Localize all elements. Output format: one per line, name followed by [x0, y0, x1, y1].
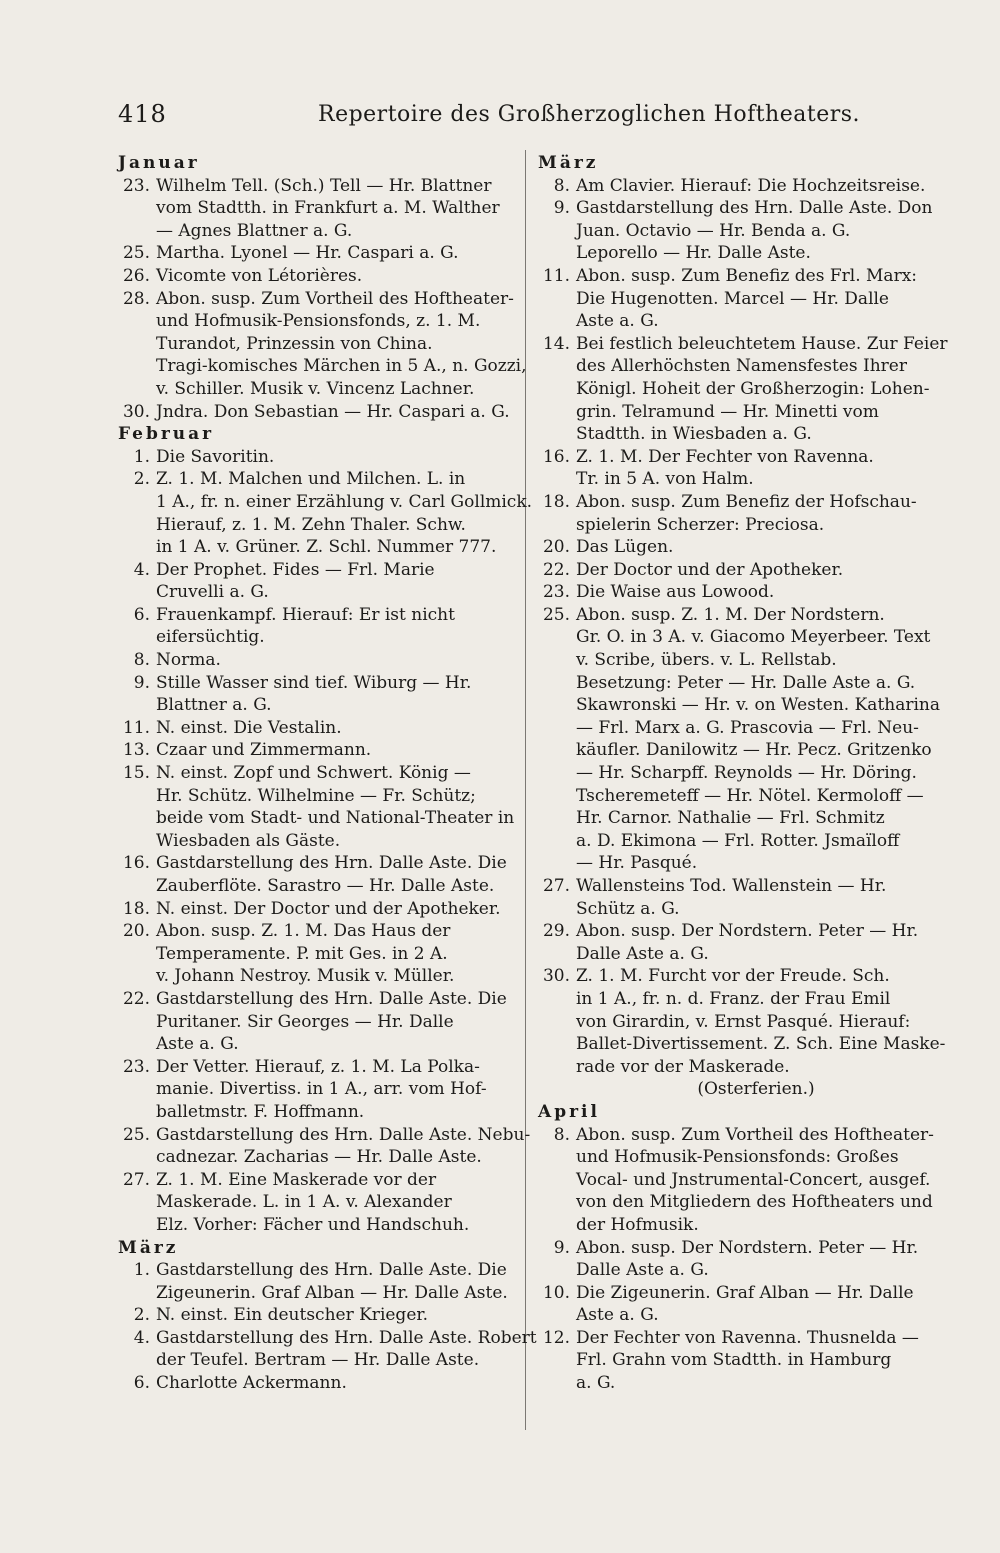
performance-entry: [538, 1124, 934, 1237]
entry-line: Die Savoritin.: [156, 446, 275, 467]
entry-line: Z. 1. M. Eine Maskerade vor der: [156, 1169, 437, 1190]
entry-text: [576, 581, 934, 604]
entry-text: [576, 536, 934, 559]
entry-text: [156, 1124, 530, 1169]
entry-line: Z. 1. M. Der Fechter von Ravenna.: [576, 446, 874, 467]
entry-line: Die Zigeunerin. Graf Alban — Hr. Dalle: [576, 1282, 914, 1303]
entry-line: Der Doctor und der Apotheker.: [576, 559, 844, 580]
entry-date: 18.: [542, 491, 570, 512]
entry-line: Blattner a. G.: [156, 695, 272, 716]
performance-entry: [118, 717, 518, 740]
entry-line: N. einst. Zopf und Schwert. König —: [156, 763, 471, 784]
entry-text: [576, 920, 934, 965]
performance-entry: [118, 559, 518, 604]
performance-entry: [118, 1124, 531, 1169]
entry-line: Maskerade. L. in 1 A. v. Alexander: [156, 1192, 452, 1213]
performance-entry: [118, 604, 518, 649]
entry-date: 11.: [542, 265, 570, 286]
entry-line: v. Schiller. Musik v. Vincenz Lachner.: [156, 378, 475, 399]
entry-line: Tr. in 5 A. von Halm.: [576, 469, 754, 490]
performance-entry: [538, 265, 934, 333]
section-note: (Osterferien.): [697, 1079, 815, 1100]
performance-entry: [538, 559, 934, 582]
entry-line: Gastdarstellung des Hrn. Dalle Aste. Don: [576, 198, 933, 219]
entry-line: der Teufel. Bertram — Hr. Dalle Aste.: [156, 1350, 480, 1371]
entry-date: 18.: [122, 898, 150, 919]
entry-text: [576, 333, 948, 446]
month-heading: April: [538, 1101, 600, 1122]
entry-line: Martha. Lyonel — Hr. Caspari a. G.: [156, 243, 459, 264]
entry-line: manie. Divertiss. in 1 A., arr. vom Hof-: [156, 1079, 487, 1100]
performance-entry: [538, 333, 948, 446]
entry-date: 29.: [542, 921, 570, 942]
entry-line: Abon. susp. Zum Benefiz der Hofschau-: [576, 491, 917, 512]
performance-entry: [118, 988, 518, 1056]
entry-line: Tscheremeteff — Hr. Nötel. Kermoloff —: [576, 785, 924, 806]
entry-line: Turandot, Prinzessin von China.: [156, 333, 433, 354]
entry-line: Der Vetter. Hierauf, z. 1. M. La Polka-: [156, 1056, 480, 1077]
entry-line: Der Prophet. Fides — Frl. Marie: [156, 559, 435, 580]
month-heading: Februar: [118, 424, 215, 445]
month-heading: März: [118, 1237, 179, 1258]
entry-line: in 1 A. v. Grüner. Z. Schl. Nummer 777.: [156, 537, 497, 558]
entry-line: Hr. Schütz. Wilhelmine — Fr. Schütz;: [156, 785, 476, 806]
entry-date: 6.: [133, 1373, 150, 1394]
entry-line: Zigeunerin. Graf Alban — Hr. Dalle Aste.: [156, 1282, 508, 1303]
entry-line: Charlotte Ackermann.: [156, 1373, 347, 1394]
entry-line: Wiesbaden als Gäste.: [156, 830, 341, 851]
entry-line: und Hofmusik-Pensionsfonds: Großes: [576, 1147, 899, 1168]
performance-entry: [538, 875, 934, 920]
entry-text: [156, 242, 518, 265]
performance-entry: [118, 288, 527, 401]
entry-line: Wilhelm Tell. (Sch.) Tell — Hr. Blattner: [156, 175, 492, 196]
entry-text: [576, 491, 934, 536]
entry-text: [156, 1169, 518, 1237]
entry-line: Czaar und Zimmermann.: [156, 740, 372, 761]
performance-entry: [118, 739, 518, 762]
entry-line: Vicomte von Létorières.: [156, 265, 363, 286]
entry-date: 10.: [542, 1282, 570, 1303]
entry-text: [576, 604, 940, 875]
entry-text: [576, 175, 934, 198]
performance-entry: [118, 1327, 537, 1372]
entry-date: 27.: [122, 1169, 150, 1190]
entry-date: 8.: [553, 175, 570, 196]
entry-line: Abon. susp. Zum Benefiz des Frl. Marx:: [576, 265, 918, 286]
entry-text: [576, 197, 934, 265]
entry-text: [156, 649, 518, 672]
performance-entry: [118, 401, 518, 424]
entry-date: 23.: [122, 1056, 150, 1077]
entry-date: 2.: [133, 1305, 150, 1326]
performance-entry: [538, 536, 934, 559]
entry-line: Frauenkampf. Hierauf: Er ist nicht: [156, 604, 455, 625]
entry-line: Abon. susp. Z. 1. M. Der Nordstern.: [576, 604, 885, 625]
entry-line: grin. Telramund — Hr. Minetti vom: [576, 401, 879, 422]
entry-text: [576, 559, 934, 582]
entry-date: 4.: [133, 1327, 150, 1348]
entry-text: [576, 1327, 934, 1395]
entry-line: käufler. Danilowitz — Hr. Pecz. Gritzenko: [576, 740, 932, 761]
entry-line: a. G.: [576, 1373, 616, 1394]
performance-entry: [118, 175, 518, 243]
entry-line: Cruvelli a. G.: [156, 582, 269, 603]
entry-text: [156, 559, 518, 604]
entry-line: Tragi-komisches Märchen in 5 A., n. Gozzi,: [156, 356, 527, 377]
entry-date: 26.: [122, 265, 150, 286]
entry-line: der Hofmusik.: [576, 1214, 699, 1235]
performance-entry: [538, 965, 946, 1078]
entry-text: [156, 920, 518, 988]
entry-line: Hierauf, z. 1. M. Zehn Thaler. Schw.: [156, 514, 466, 535]
entry-line: Leporello — Hr. Dalle Aste.: [576, 243, 811, 264]
entry-date: 1.: [133, 1260, 150, 1281]
right-column: [538, 152, 948, 1395]
entry-line: Gastdarstellung des Hrn. Dalle Aste. Die: [156, 853, 507, 874]
entry-line: von Girardin, v. Ernst Pasqué. Hierauf:: [576, 1011, 911, 1032]
performance-entry: [118, 649, 518, 672]
entry-date: 8.: [553, 1124, 570, 1145]
entry-line: Abon. susp. Z. 1. M. Das Haus der: [156, 921, 451, 942]
entry-line: Puritaner. Sir Georges — Hr. Dalle: [156, 1011, 454, 1032]
entry-line: Frl. Grahn vom Stadtth. in Hamburg: [576, 1350, 892, 1371]
entry-line: Hr. Carnor. Nathalie — Frl. Schmitz: [576, 808, 885, 829]
entry-line: Abon. susp. Der Nordstern. Peter — Hr.: [576, 921, 919, 942]
entry-text: [576, 1282, 934, 1327]
entry-line: v. Scribe, übers. v. L. Rellstab.: [576, 650, 837, 671]
entry-line: Elz. Vorher: Fächer und Handschuh.: [156, 1214, 470, 1235]
entry-line: Die Waise aus Lowood.: [576, 582, 775, 603]
entry-line: Wallensteins Tod. Wallenstein — Hr.: [576, 876, 887, 896]
entry-line: Gastdarstellung des Hrn. Dalle Aste. Die: [156, 988, 507, 1009]
month-heading: März: [538, 153, 599, 173]
performance-entry: [118, 1169, 518, 1237]
entry-date: 8.: [133, 650, 150, 671]
entry-line: Zauberflöte. Sarastro — Hr. Dalle Aste.: [156, 876, 495, 896]
entry-date: 9.: [133, 672, 150, 693]
page-header: [118, 100, 914, 134]
entry-date: 20.: [542, 537, 570, 558]
entry-line: Stille Wasser sind tief. Wiburg — Hr.: [156, 672, 472, 693]
entry-line: a. D. Ekimona — Frl. Rotter. Jsmaïloff: [576, 830, 900, 851]
entry-line: Aste a. G.: [576, 311, 659, 332]
entry-line: Norma.: [156, 650, 221, 671]
entry-date: 23.: [122, 175, 150, 196]
entry-text: [156, 401, 518, 424]
entry-line: — Hr. Scharpff. Reynolds — Hr. Döring.: [576, 763, 917, 784]
entry-text: [156, 739, 518, 762]
entry-text: [576, 1237, 934, 1282]
entry-line: Besetzung: Peter — Hr. Dalle Aste a. G.: [576, 672, 916, 693]
entry-date: 13.: [122, 740, 150, 761]
entry-date: 27.: [542, 876, 570, 896]
entry-text: [576, 1124, 934, 1237]
entry-line: — Hr. Pasqué.: [576, 853, 698, 874]
entry-line: Am Clavier. Hierauf: Die Hochzeitsreise.: [576, 175, 926, 196]
entry-line: 1 A., fr. n. einer Erzählung v. Carl Gollmick.: [156, 491, 533, 512]
entry-line: Ballet-Divertissement. Z. Sch. Eine Maske-: [576, 1034, 946, 1055]
entry-line: Gastdarstellung des Hrn. Dalle Aste. Die: [156, 1260, 507, 1281]
month-heading: Januar: [118, 153, 200, 173]
entry-date: 16.: [542, 446, 570, 467]
entry-line: Vocal- und Jnstrumental-Concert, ausgef.: [576, 1169, 931, 1190]
entry-line: Gastdarstellung des Hrn. Dalle Aste. Robert: [156, 1327, 537, 1348]
entry-text: [156, 1327, 537, 1372]
entry-line: Das Lügen.: [576, 537, 674, 558]
entry-line: N. einst. Die Vestalin.: [156, 717, 342, 738]
entry-date: 12.: [542, 1327, 570, 1348]
performance-entry: [538, 446, 934, 491]
performance-entry: [538, 491, 934, 536]
entry-text: [156, 1056, 518, 1124]
performance-entry: [118, 446, 518, 469]
performance-entry: [538, 175, 934, 198]
entry-text: [156, 717, 518, 740]
entry-line: Aste a. G.: [156, 1034, 239, 1055]
performance-entry: [538, 1282, 934, 1327]
entry-text: [156, 468, 532, 558]
performance-entry: [118, 672, 518, 717]
entry-line: Königl. Hoheit der Großherzogin: Lohen-: [576, 378, 930, 399]
entry-date: 9.: [553, 1237, 570, 1258]
running-title: Repertoire des Großherzoglichen Hoftheaters.: [318, 102, 861, 127]
page-number: 418: [118, 100, 167, 128]
entry-date: 28.: [122, 288, 150, 309]
entry-line: spielerin Scherzer: Preciosa.: [576, 514, 825, 535]
entry-line: Die Hugenotten. Marcel — Hr. Dalle: [576, 288, 889, 309]
entry-line: Skawronski — Hr. v. on Westen. Katharina: [576, 695, 941, 716]
entry-line: Juan. Octavio — Hr. Benda a. G.: [576, 220, 851, 241]
entry-date: 30.: [122, 401, 150, 422]
entry-line: balletmstr. F. Hoffmann.: [156, 1101, 365, 1122]
entry-text: [576, 965, 945, 1078]
entry-date: 22.: [542, 559, 570, 580]
entry-line: Der Fechter von Ravenna. Thusnelda —: [576, 1327, 919, 1348]
performance-entry: [118, 852, 518, 897]
performance-entry: [118, 265, 518, 288]
entry-text: [156, 988, 518, 1056]
entry-date: 23.: [542, 582, 570, 603]
entry-line: rade vor der Maskerade.: [576, 1056, 790, 1077]
performance-entry: [118, 468, 533, 558]
entry-line: von den Mitgliedern des Hoftheaters und: [576, 1192, 933, 1213]
entry-text: [156, 265, 518, 288]
entry-line: eifersüchtig.: [156, 627, 265, 648]
entry-text: [156, 672, 518, 717]
entry-text: [156, 762, 518, 852]
entry-line: Dalle Aste a. G.: [576, 943, 709, 964]
performance-entry: [538, 920, 934, 965]
entry-date: 25.: [542, 604, 570, 625]
entry-text: [576, 265, 934, 333]
entry-line: Abon. susp. Der Nordstern. Peter — Hr.: [576, 1237, 919, 1258]
entry-date: 20.: [122, 921, 150, 942]
performance-entry: [538, 197, 934, 265]
entry-line: Stadtth. in Wiesbaden a. G.: [576, 424, 812, 445]
left-column: [118, 152, 537, 1395]
performance-entry: [118, 898, 518, 921]
entry-date: 15.: [122, 763, 150, 784]
entry-line: Abon. susp. Zum Vortheil des Hoftheater-: [156, 288, 514, 309]
entry-line: Bei festlich beleuchtetem Hause. Zur Feier: [576, 333, 948, 354]
entry-line: Z. 1. M. Malchen und Milchen. L. in: [156, 469, 466, 490]
entry-line: Abon. susp. Zum Vortheil des Hoftheater-: [576, 1124, 934, 1145]
performance-entry: [538, 604, 941, 875]
entry-line: vom Stadtth. in Frankfurt a. M. Walther: [156, 198, 500, 219]
entry-line: Aste a. G.: [576, 1305, 659, 1326]
performance-entry: [118, 1259, 518, 1304]
entry-date: 1.: [133, 446, 150, 467]
entry-date: 25.: [122, 243, 150, 264]
entry-date: 25.: [122, 1124, 150, 1145]
entry-line: Dalle Aste a. G.: [576, 1260, 709, 1281]
entry-date: 16.: [122, 853, 150, 874]
performance-entry: [538, 1237, 934, 1282]
entry-line: und Hofmusik-Pensionsfonds, z. 1. M.: [156, 311, 481, 332]
entry-date: 6.: [133, 604, 150, 625]
entry-line: v. Johann Nestroy. Musik v. Müller.: [156, 966, 455, 987]
entry-date: 14.: [542, 333, 570, 354]
entry-date: 30.: [542, 966, 570, 987]
entry-date: 9.: [553, 198, 570, 219]
entry-text: [156, 1372, 518, 1395]
entry-text: [156, 852, 518, 897]
entry-line: — Frl. Marx a. G. Prascovia — Frl. Neu-: [576, 717, 919, 738]
performance-entry: [118, 1056, 518, 1124]
entry-text: [576, 446, 934, 491]
entry-line: Gr. O. in 3 A. v. Giacomo Meyerbeer. Text: [576, 627, 931, 648]
entry-line: cadnezar. Zacharias — Hr. Dalle Aste.: [156, 1147, 482, 1168]
entry-text: [576, 875, 934, 920]
performance-entry: [118, 762, 518, 852]
performance-entry: [538, 1327, 934, 1395]
entry-line: N. einst. Ein deutscher Krieger.: [156, 1305, 429, 1326]
entry-text: [156, 1304, 518, 1327]
entry-text: [156, 604, 518, 649]
entry-text: [156, 175, 518, 243]
performance-entry: [538, 581, 934, 604]
entry-line: Temperamente. P. mit Ges. in 2 A.: [156, 943, 448, 964]
entry-line: Jndra. Don Sebastian — Hr. Caspari a. G.: [156, 401, 510, 422]
entry-line: in 1 A., fr. n. d. Franz. der Frau Emil: [576, 988, 891, 1009]
entry-text: [156, 446, 518, 469]
entry-text: [156, 288, 527, 401]
entry-text: [156, 1259, 518, 1304]
performance-entry: [118, 920, 518, 988]
entry-line: Gastdarstellung des Hrn. Dalle Aste. Nebu-: [156, 1124, 531, 1145]
entry-line: — Agnes Blattner a. G.: [156, 220, 353, 241]
entry-date: 11.: [122, 717, 150, 738]
performance-entry: [118, 242, 518, 265]
entry-line: Schütz a. G.: [576, 898, 680, 919]
entry-line: N. einst. Der Doctor und der Apotheker.: [156, 898, 501, 919]
entry-text: [156, 898, 518, 921]
entry-date: 22.: [122, 988, 150, 1009]
entry-line: Z. 1. M. Furcht vor der Freude. Sch.: [576, 966, 890, 987]
entry-line: des Allerhöchsten Namensfestes Ihrer: [576, 356, 907, 377]
performance-entry: [118, 1304, 518, 1327]
performance-entry: [118, 1372, 518, 1395]
entry-date: 4.: [133, 559, 150, 580]
entry-line: beide vom Stadt- und National-Theater in: [156, 808, 515, 829]
entry-date: 2.: [133, 469, 150, 490]
